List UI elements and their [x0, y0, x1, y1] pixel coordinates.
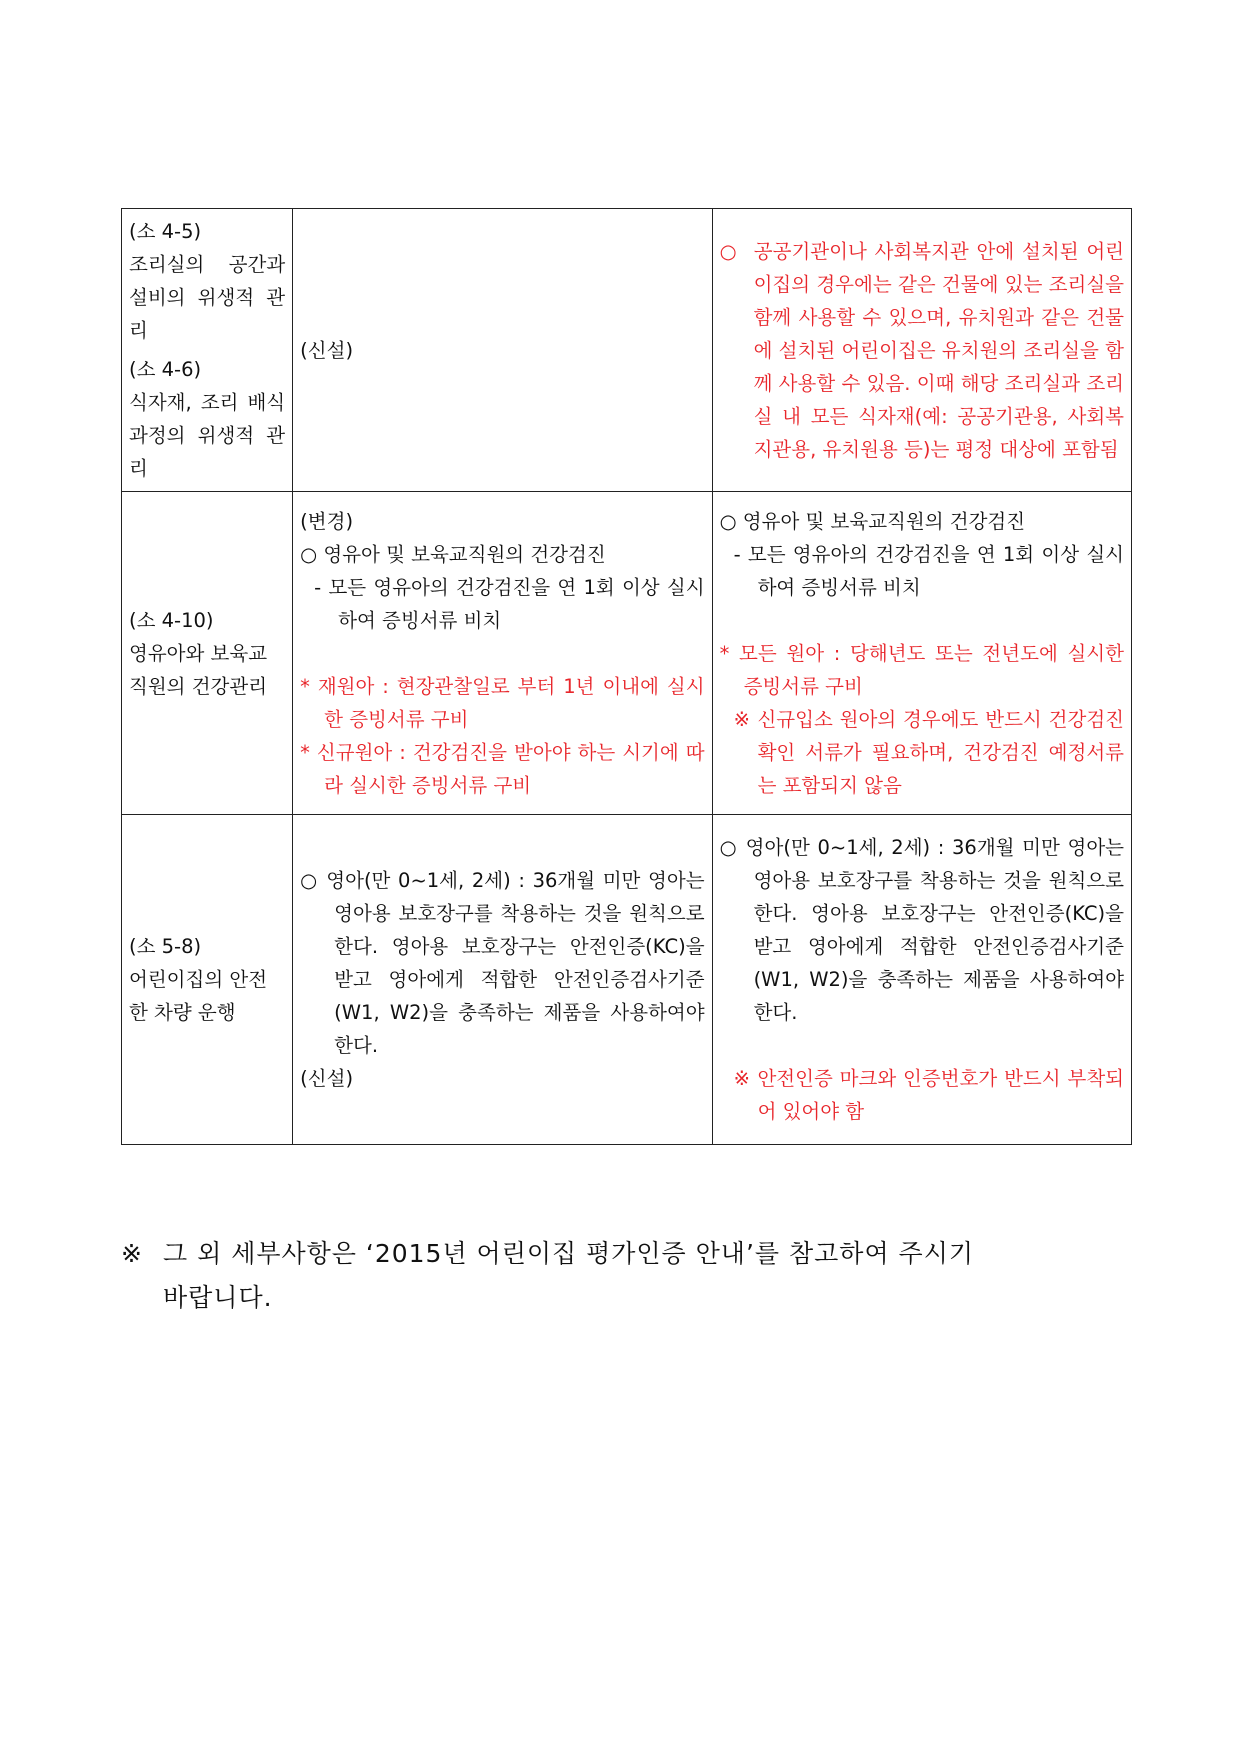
reference-mark-icon: ※	[121, 1239, 143, 1268]
criteria-code: (소 5-8)	[129, 935, 202, 958]
footer-note	[121, 1232, 1121, 1320]
change-item: ○ 영아(만 0~1세, 2세) : 36개월 미만 영아는 영아용 보호장구를 착용하는 것을 원칙으로 한다. 영아용 보호장구는 안전인증(KC)을 받고 영아에게 적합한 안전인증검사기준(W1, W2)을 충족하는 제품을 사용하여야 한다.	[300, 869, 705, 1057]
change-tag: (신설)	[300, 1067, 354, 1090]
detail-note: ※ 신규입소 원아의 경우에도 반드시 건강검진 확인 서류가 필요하며, 건강검진 예정서류는 포함되지 않음	[733, 707, 1124, 797]
change-item: ○ 영유아 및 보육교직원의 건강검진	[300, 542, 606, 566]
spacer	[720, 604, 1124, 637]
criteria-cell	[122, 492, 293, 815]
change-tag: (변경)	[300, 509, 354, 533]
detail-cell	[712, 492, 1131, 815]
detail-item: ○ 영아(만 0~1세, 2세) : 36개월 미만 영아는 영아용 보호장구를 착용하는 것을 원칙으로 한다. 영아용 보호장구는 안전인증(KC)을 받고 영아에게 적합한 안전인증검사기준(W1, W2)을 충족하는 제품을 사용하여야 한다.	[719, 836, 1124, 1024]
detail-subitem: - 모든 영유아의 건강검진을 연 1회 이상 실시하여 증빙서류 비치	[733, 542, 1124, 599]
criteria-cell	[122, 209, 293, 492]
change-cell	[293, 815, 712, 1145]
footer-line-2: 바랍니다.	[163, 1283, 273, 1312]
footer-line-1: 그 외 세부사항은 ‘2015년 어린이집 평가인증 안내’를 참고하여 주시기	[163, 1239, 974, 1268]
table-row	[122, 815, 1132, 1145]
change-cell	[293, 492, 712, 815]
spacer	[300, 637, 704, 670]
change-subitem: - 모든 영유아의 건강검진을 연 1회 이상 실시하여 증빙서류 비치	[314, 575, 705, 632]
criteria-code: (소 4-6)	[129, 358, 202, 381]
detail-note: * 모든 원아 : 당해년도 또는 전년도에 실시한 증빙서류 구비	[719, 641, 1124, 698]
criteria-title: 조리실의 공간과 설비의 위생적 관리	[129, 253, 286, 342]
detail-note: ※ 안전인증 마크와 인증번호가 반드시 부착되어 있어야 함	[733, 1067, 1124, 1123]
change-cell	[293, 209, 712, 492]
spacer	[720, 1029, 1124, 1062]
detail-cell	[712, 815, 1131, 1145]
detail-item: ○ 영유아 및 보육교직원의 건강검진	[719, 509, 1026, 533]
table-row	[122, 492, 1132, 815]
criteria-code: (소 4-10)	[129, 608, 214, 632]
detail-item	[720, 235, 1124, 466]
table-row	[122, 209, 1132, 492]
comparison-table	[121, 208, 1132, 1145]
change-note: * 재원아 : 현장관찰일로 부터 1년 이내에 실시한 증빙서류 구비	[300, 674, 705, 731]
criteria-title: 영유아와 보육교직원의 건강관리	[129, 641, 268, 698]
change-note: * 신규원아 : 건강검진을 받아야 하는 시기에 따라 실시한 증빙서류 구비	[300, 740, 705, 797]
criteria-code: (소 4-5)	[129, 220, 202, 243]
criteria-cell	[122, 815, 293, 1145]
detail-text: 공공기관이나 사회복지관 안에 설치된 어린이집의 경우에는 같은 건물에 있는 조리실을 함께 사용할 수 있으며, 유치원과 같은 건물에 설치된 어린이집은 유치원의 조리실을 함께 사용할 수 있음. 이때 해당 조리실과 조리실 내 모든 식자재(예: 공공기관용, 사회복지관용, 유치원용 등)는 평정 대상에 포함됨	[753, 239, 1124, 461]
bullet-circle-icon: ○	[719, 239, 739, 263]
detail-cell	[712, 209, 1131, 492]
criteria-title: 어린이집의 안전한 차량 운행	[129, 968, 268, 1024]
criteria-title: 식자재, 조리 배식 과정의 위생적 관리	[129, 391, 286, 480]
change-tag: (신설)	[300, 338, 354, 362]
